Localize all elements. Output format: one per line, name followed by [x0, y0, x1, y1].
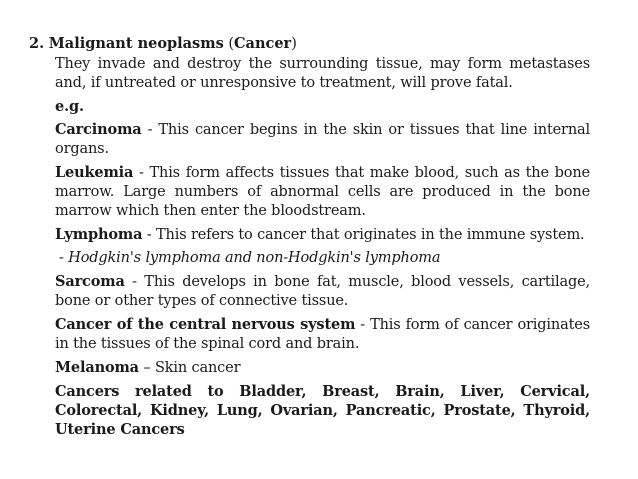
entry-desc: This refers to cancer that originates in the immune system.: [156, 227, 585, 243]
heading-number: 2.: [29, 35, 45, 52]
section-heading: [29, 34, 297, 54]
eg-label: e.g.: [55, 98, 84, 115]
entry-lymphoma: [55, 225, 590, 245]
heading-paren-close: ): [291, 36, 297, 52]
entry-carcinoma: [55, 120, 590, 159]
heading-paren-word: Cancer: [234, 35, 292, 52]
entry-sep: –: [138, 360, 155, 376]
entry-sep: -: [141, 122, 159, 138]
heading-title: Malignant neoplasms: [48, 35, 224, 52]
entry-leukemia: [55, 163, 590, 221]
entry-sep: -: [142, 227, 157, 243]
entry-sep: -: [133, 165, 150, 181]
entry-desc: This cancer begins in the skin or tissues that line internal organs.: [55, 122, 591, 157]
entry-desc: Skin cancer: [154, 360, 241, 376]
entry-desc: This form affects tissues that make blood, such as the bone marrow. Large numbers of abnormal cells are produced in the bone marrow which then enter the bloodstream.: [55, 165, 590, 219]
entry-desc: This form of cancer originates in the tissues of the spinal cord and brain.: [55, 317, 590, 352]
entry-term: Leukemia: [55, 164, 134, 181]
entry-term: Melanoma: [55, 359, 139, 376]
entry-cns-cancer: [55, 315, 590, 354]
entry-term: Sarcoma: [55, 273, 125, 290]
entry-term: Carcinoma: [55, 121, 142, 138]
lymphoma-types: - Hodgkin's lymphoma and non-Hodgkin's lymphoma: [59, 250, 441, 266]
heading-paren-open: (: [223, 36, 235, 52]
entry-melanoma: [55, 358, 590, 378]
entry-term: Lymphoma: [55, 226, 143, 243]
content-body: [55, 55, 590, 443]
entry-desc: This develops in bone fat, muscle, blood vessels, cartilage, bone or other types of connective tissue.: [55, 274, 590, 309]
entry-sep: -: [355, 317, 371, 333]
intro-paragraph: They invade and destroy the surrounding tissue, may form metastases and, if untreated or unresponsive to treatment, will prove fatal.: [55, 56, 590, 91]
entry-sep: -: [124, 274, 145, 290]
related-cancers: Cancers related to Bladder, Breast, Brain, Liver, Cervical, Colorectal, Kidney, Lung, Ovarian, Pancreatic, Prostate, Thyroid, Uterine Cancers: [55, 383, 590, 438]
entry-term: Cancer of the central nervous system: [55, 316, 356, 333]
entry-sarcoma: [55, 272, 590, 311]
